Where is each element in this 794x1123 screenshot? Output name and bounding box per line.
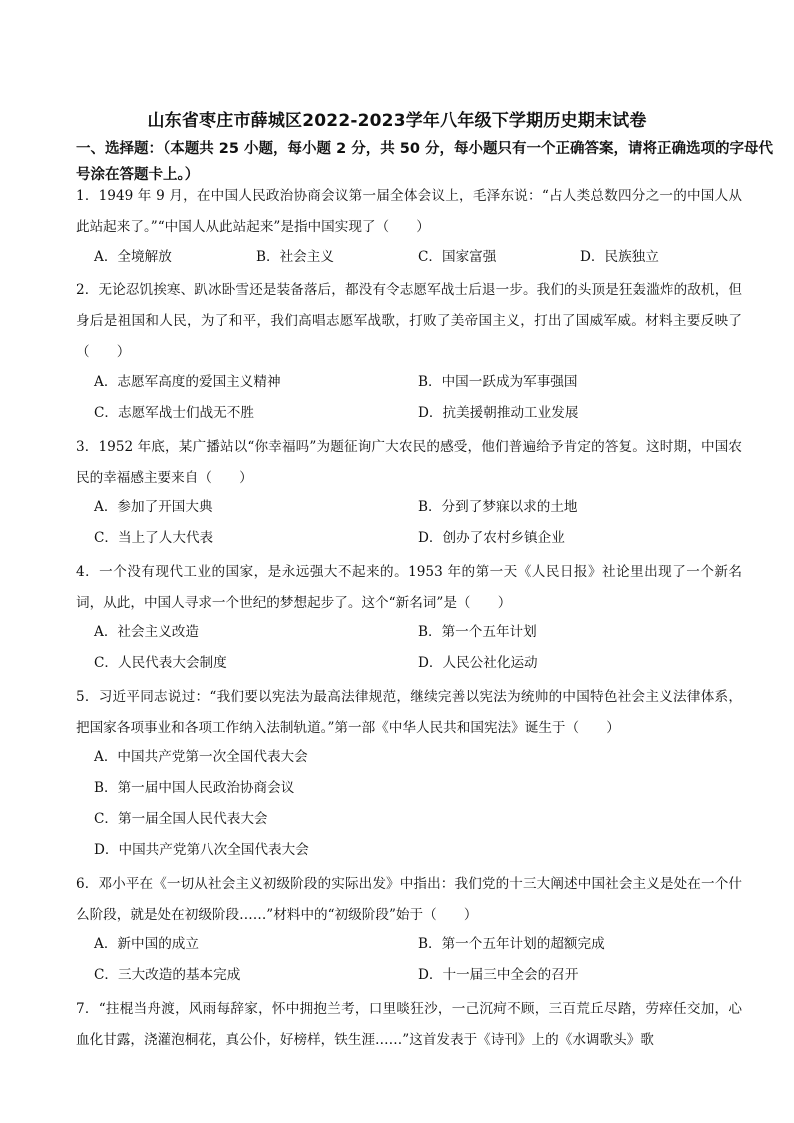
question-3-option-b[interactable]: B．分到了梦寐以求的土地 [418,499,578,515]
question-3-stem: 3．1952 年底，某广播站以“你幸福吗”为题征询广大农民的感受，他们普遍给予肯定的答复。这时期，中国农民的幸福感主要来自（ ） [76,439,742,486]
question-2-option-b[interactable]: B．中国一跃成为军事强国 [418,374,578,390]
question-3-option-c[interactable]: C．当上了人大代表 [94,530,214,546]
question-3-option-a[interactable]: A．参加了开国大典 [94,499,213,515]
question-1-option-b[interactable]: B．社会主义 [256,249,334,265]
question-3-option-d[interactable]: D．创办了农村乡镇企业 [418,530,565,546]
question-6-option-b[interactable]: B．第一个五年计划的超额完成 [418,936,605,952]
exam-title: 山东省枣庄市薛城区2022-2023学年八年级下学期历史期末试卷 [147,111,647,131]
question-6-option-d[interactable]: D．十一届三中全会的召开 [418,967,579,983]
question-6-option-a[interactable]: A．新中国的成立 [94,936,199,952]
question-4-option-c[interactable]: C．人民代表大会制度 [94,655,227,671]
question-1-stem: 1．1949 年 9 月，在中国人民政治协商会议第一届全体会议上，毛泽东说：“占人类总数四分之一的中国人从此站起来了。”“中国人从此站起来”是指中国实现了（ ） [76,188,742,235]
question-2-option-c[interactable]: C．志愿军战士们战无不胜 [94,405,254,421]
question-4-option-a[interactable]: A．社会主义改造 [94,624,199,640]
question-5-option-a[interactable]: A．中国共产党第一次全国代表大会 [94,749,308,765]
question-6-option-c[interactable]: C．三大改造的基本完成 [94,967,241,983]
question-4-stem: 4．一个没有现代工业的国家，是永远强大不起来的。1953 年的第一天《人民日报》社论里出现了一个新名词，从此，中国人寻求一个世纪的梦想起步了。这个“新名词”是（ ） [76,564,742,611]
question-5-option-d[interactable]: D．中国共产党第八次全国代表大会 [94,842,309,858]
question-2-stem: 2．无论忍饥挨寒、趴冰卧雪还是装备落后，都没有令志愿军战士后退一步。我们的头顶是狂轰滥炸的敌机，但身后是祖国和人民，为了和平，我们高唱志愿军战歌，打败了美帝国主义，打出了国威军威。材料主要反映了（ ） [76,282,742,360]
question-5-option-c[interactable]: C．第一届全国人民代表大会 [94,811,268,827]
question-7-stem: 7．“拄棍当舟渡，风雨每辞家，怀中拥抱兰考，口里啖狂沙，一己沉疴不顾，三百荒丘尽踏，劳瘁任交加，心血化甘露，浇灌泡桐花，真公仆，好榜样，铁生涯……”这首发表于《诗刊》上的《水调歌头》歌 [76,1001,742,1048]
question-2-option-d[interactable]: D．抗美援朝推动工业发展 [418,405,579,421]
section-heading: 一、选择题：（本题共 25 小题，每小题 2 分，共 50 分，每小题只有一个正确答案，请将正确选项的字母代号涂在答题卡上。） [76,141,773,183]
question-1-option-d[interactable]: D．民族独立 [580,249,659,265]
question-4-option-b[interactable]: B．第一个五年计划 [418,624,537,640]
question-1-option-c[interactable]: C．国家富强 [418,249,497,265]
question-6-stem: 6．邓小平在《一切从社会主义初级阶段的实际出发》中指出：我们党的十三大阐述中国社会主义是处在一个什么阶段，就是处在初级阶段……”材料中的“初级阶段”始于（ ） [76,876,742,923]
question-4-option-d[interactable]: D．人民公社化运动 [418,655,538,671]
question-2-option-a[interactable]: A．志愿军高度的爱国主义精神 [94,374,281,390]
question-5-stem: 5．习近平同志说过：“我们要以宪法为最高法律规范，继续完善以宪法为统帅的中国特色社会主义法律体系，把国家各项事业和各项工作纳入法制轨道。”第一部《中华人民共和国宪法》诞生于（ ） [76,689,742,736]
question-5-option-b[interactable]: B．第一届中国人民政治协商会议 [94,780,295,796]
question-1-option-a[interactable]: A．全境解放 [94,249,172,265]
